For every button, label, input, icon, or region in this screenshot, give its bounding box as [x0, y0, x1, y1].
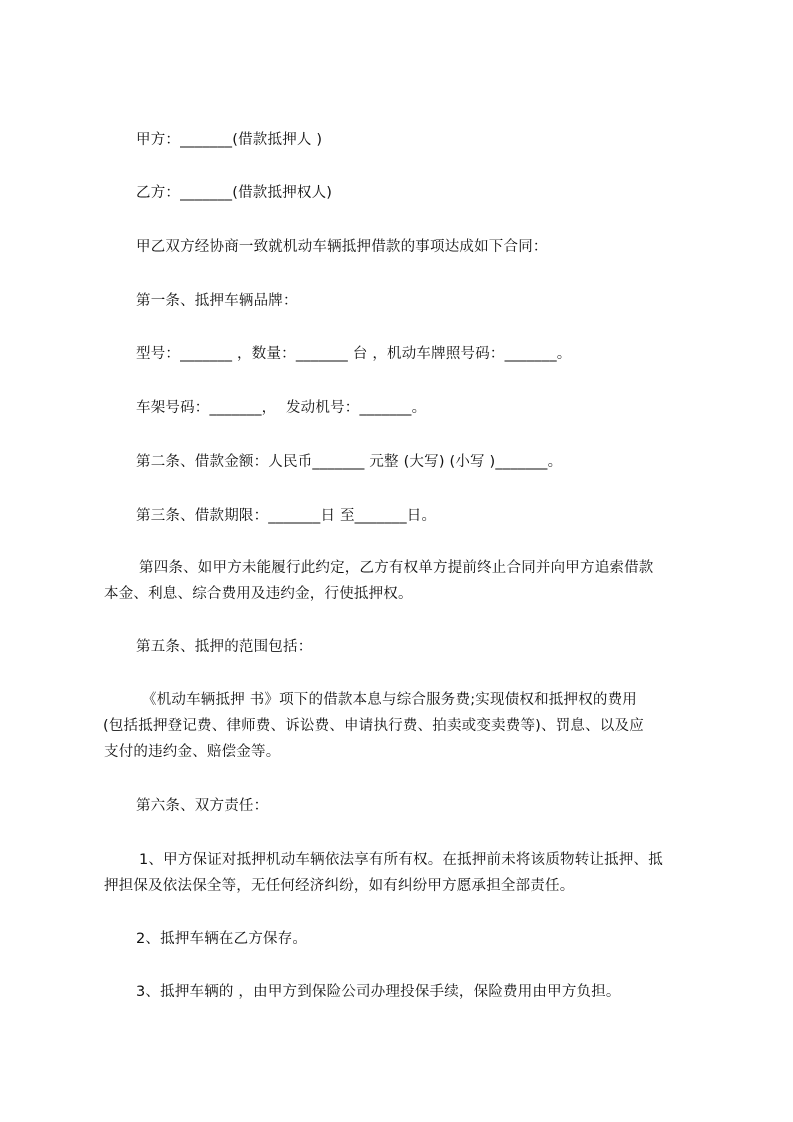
- article4-line-2: 本金、利息、综合费用及违约金，行使抵押权。: [104, 586, 413, 602]
- article5-title: 第五条、抵押的范围包括：: [136, 639, 313, 655]
- article1-frame-line: 车架号码：_______， 发动机号：_______。: [136, 400, 427, 416]
- article6-item1-line-2: 押担保及依法保全等，无任何经济纠纷，如有纠纷甲方愿承担全部责任。: [104, 878, 575, 894]
- article5-line-3: 支付的违约金、赔偿金等。: [104, 744, 281, 760]
- party-b-line: 乙方：_______(借款抵押权人): [136, 185, 333, 201]
- article1-model-line: 型号：_______ ，数量：_______ 台 ，机动车牌照号码：_______。: [136, 346, 572, 362]
- article5-line-1: 《机动车辆抵押 书》项下的借款本息与综合服务费;实现债权和抵押权的费用: [142, 692, 637, 708]
- article3-loan-term: 第三条、借款期限：_______日 至_______日。: [136, 508, 437, 524]
- article4-line-1: 第四条、如甲方未能履行此约定，乙方有权单方提前终止合同并向甲方追索借款: [139, 560, 654, 576]
- article1-title: 第一条、抵押车辆品牌：: [136, 293, 298, 309]
- article6-item2: 2、抵押车辆在乙方保存。: [136, 931, 308, 947]
- article6-item1-line-1: 1、甲方保证对抵押机动车辆依法享有所有权。在抵押前未将该质物转让抵押、抵: [139, 852, 663, 868]
- article6-title: 第六条、双方责任：: [136, 798, 269, 814]
- party-a-line: 甲方：_______(借款抵押人 ): [136, 132, 323, 148]
- intro-paragraph: 甲乙双方经协商一致就机动车辆抵押借款的事项达成如下合同：: [136, 239, 548, 255]
- article6-item3: 3、抵押车辆的 ，由甲方到保险公司办理投保手续，保险费用由甲方负担。: [136, 984, 621, 1000]
- article2-loan-amount: 第二条、借款金额：人民币_______ 元整 (大写) (小写 )_______。: [136, 454, 563, 470]
- article5-line-2: (包括抵押登记费、律师费、诉讼费、申请执行费、拍卖或变卖费等)、罚息、以及应: [103, 718, 644, 734]
